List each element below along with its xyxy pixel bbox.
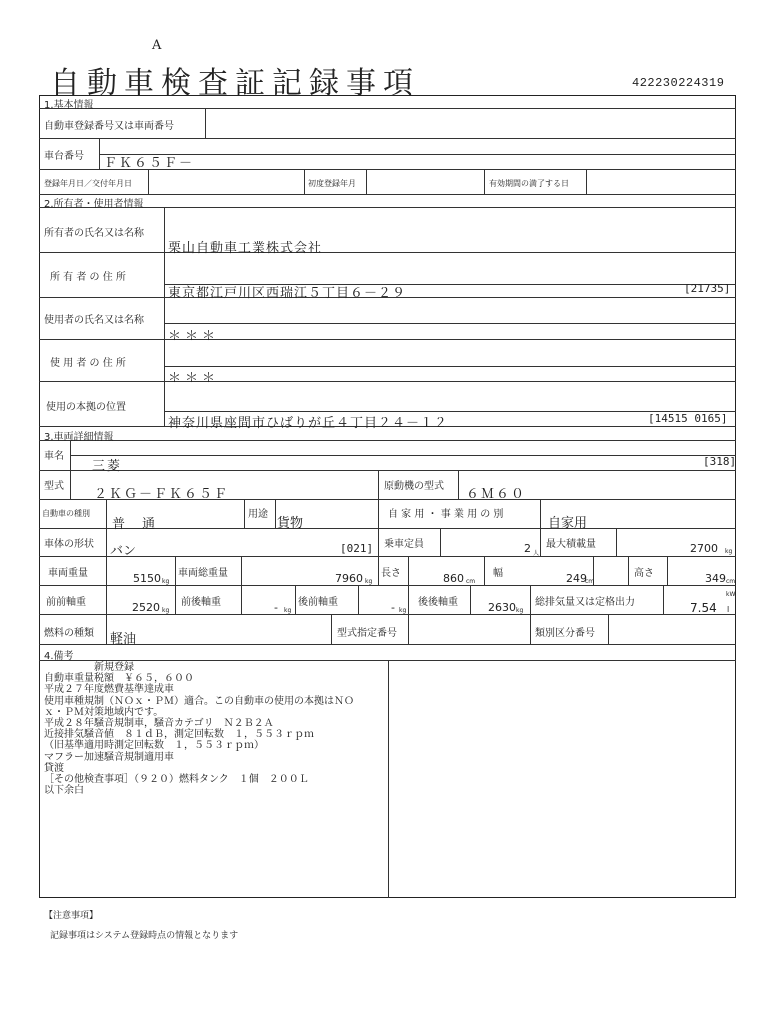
row-divider: [39, 194, 736, 195]
body-shape-code: [021]: [340, 542, 374, 555]
section-remarks: 4.備考: [44, 651, 74, 662]
registration-date-label: 登録年月日／交付年月日: [44, 179, 132, 188]
col-divider: [106, 528, 107, 556]
engine-model-value: ６Ｍ６０: [466, 487, 527, 502]
col-divider: [205, 108, 206, 138]
rear-front-axle-value: -: [391, 601, 395, 614]
col-divider: [241, 585, 242, 614]
document-number: 422230224319: [632, 76, 725, 90]
rear-rear-axle-unit: kg: [516, 607, 524, 614]
col-divider: [378, 499, 379, 528]
col-divider: [175, 556, 176, 585]
row-divider: [39, 556, 736, 557]
col-divider: [148, 169, 149, 194]
vehicle-name-value: 三菱: [92, 459, 123, 474]
remarks-line: 以下余白: [44, 785, 84, 797]
body-shape-label: 車体の形状: [44, 539, 94, 550]
row-divider: [39, 470, 736, 471]
base-location-code: [14515 0165]: [648, 412, 728, 425]
capacity-label: 乗車定員: [384, 539, 424, 550]
height-value: 349: [705, 572, 726, 585]
vehicle-name-label: 車名: [44, 451, 64, 462]
remarks-line: マフラー加速騒音規制適用車: [44, 751, 174, 763]
col-divider: [388, 660, 389, 898]
row-divider: [39, 644, 736, 645]
col-divider: [530, 614, 531, 644]
height-label: 高さ: [634, 568, 654, 579]
section-vehicle-info: 3.車両詳細情報: [44, 432, 114, 443]
document-mark: A: [152, 38, 162, 53]
front-rear-axle-value: -: [274, 601, 278, 614]
col-divider: [99, 138, 100, 169]
document-title: 自動車検査証記録事項: [50, 66, 420, 101]
col-divider: [175, 585, 176, 614]
remarks-line: 平成２８年騒音規制車，騒音カテゴリ Ｎ２Ｂ２Ａ: [44, 718, 274, 730]
first-registration-label: 初度登録年月: [308, 179, 356, 188]
col-divider: [244, 499, 245, 528]
col-divider: [408, 556, 409, 585]
length-label: 長さ: [381, 568, 401, 579]
remarks-line: 貸渡: [44, 762, 64, 774]
gross-weight-label: 車両総重量: [178, 568, 228, 579]
col-divider: [295, 585, 296, 614]
col-divider: [408, 614, 409, 644]
col-divider: [608, 614, 609, 644]
use-value: 貨物: [277, 516, 304, 531]
col-divider: [106, 614, 107, 644]
sub-divider: [70, 455, 736, 456]
fuel-type-value: 軽油: [110, 632, 137, 647]
sub-divider: [99, 154, 736, 155]
col-divider: [241, 556, 242, 585]
displacement-label: 総排気量又は定格出力: [535, 597, 635, 608]
user-name-value: ＊＊＊: [168, 329, 220, 344]
col-divider: [667, 556, 668, 585]
purpose-label: 自 家 用 ・ 事 業 用 の 別: [388, 509, 504, 520]
expiry-date-label: 有効期間の満了する日: [489, 179, 569, 188]
col-divider: [304, 169, 305, 194]
owner-name-value: 栗山自動車工業株式会社: [168, 241, 323, 256]
displacement-value: 7.54: [690, 601, 717, 615]
model-value: ２ＫＧ－ＦＫ６５Ｆ: [94, 487, 230, 502]
remarks-line: ［その他検査事項］（９２０）燃料タンク １個 ２００Ｌ: [44, 774, 309, 786]
gross-weight-value: 7960: [335, 572, 363, 585]
use-label: 用途: [248, 509, 268, 520]
col-divider: [378, 470, 379, 499]
vehicle-weight-value: 5150: [133, 572, 161, 585]
front-front-axle-label: 前前軸重: [46, 597, 86, 608]
base-location-label: 使用の本拠の位置: [46, 402, 126, 413]
fuel-type-label: 燃料の種類: [44, 628, 94, 639]
col-divider: [458, 470, 459, 499]
vehicle-name-code: [318]: [703, 455, 737, 468]
length-unit: cm: [466, 578, 476, 585]
vehicle-type-value: 普 通: [112, 517, 158, 532]
owner-name-label: 所有者の氏名又は名称: [44, 228, 144, 239]
front-rear-axle-unit: kg: [284, 607, 292, 614]
base-location-value: 神奈川県座間市ひばりが丘４丁目２４－１２: [168, 416, 449, 431]
vehicle-weight-label: 車両重量: [48, 568, 88, 579]
col-divider: [106, 556, 107, 585]
col-divider: [358, 585, 359, 614]
chassis-number-label: 車台番号: [44, 151, 84, 162]
body-shape-value: バン: [110, 544, 137, 559]
col-divider: [540, 499, 541, 528]
sub-divider: [164, 366, 736, 367]
model-label: 型式: [44, 481, 64, 492]
col-divider: [530, 585, 531, 614]
max-load-value: 2700: [690, 542, 718, 555]
gross-weight-unit: kg: [365, 578, 373, 585]
col-divider: [366, 169, 367, 194]
col-divider: [164, 207, 165, 426]
capacity-value: 2: [524, 542, 531, 555]
owner-address-label: 所 有 者 の 住 所: [50, 272, 126, 283]
front-front-axle-unit: kg: [162, 607, 170, 614]
row-divider: [39, 339, 736, 340]
engine-model-label: 原動機の型式: [384, 481, 444, 492]
notes-heading: 【注意事項】: [44, 911, 99, 921]
capacity-unit: 人: [533, 550, 540, 557]
remarks-line: ｘ・ＰＭ対策地域内です。: [44, 706, 164, 718]
front-rear-axle-label: 前後軸重: [181, 597, 221, 608]
registration-number-label: 自動車登録番号又は車両番号: [44, 121, 174, 132]
displacement-unit-kw: kW: [726, 591, 736, 598]
notes-text: 記録事項はシステム登録時点の情報となります: [50, 931, 239, 941]
rear-front-axle-unit: kg: [399, 607, 407, 614]
vehicle-weight-unit: kg: [162, 578, 170, 585]
purpose-value: 自家用: [548, 516, 588, 531]
row-divider: [39, 585, 736, 586]
rear-rear-axle-value: 2630: [488, 601, 516, 614]
col-divider: [378, 528, 379, 556]
remarks-line: 使用車種規制（ＮＯｘ・ＰＭ）適合。この自動車の使用の本拠はＮＯ: [44, 695, 354, 707]
col-divider: [628, 556, 629, 585]
user-address-value: ＊＊＊: [168, 371, 220, 386]
chassis-number-value: ＦＫ６５Ｆ－: [104, 156, 195, 171]
remarks-line: 平成２７年度燃費基準達成車: [44, 684, 174, 696]
sub-divider: [164, 323, 736, 324]
col-divider: [408, 585, 409, 614]
section-basic-info: 1.基本情報: [44, 100, 94, 111]
row-divider: [39, 252, 736, 253]
col-divider: [616, 528, 617, 556]
max-load-unit: kg: [725, 548, 733, 555]
owner-address-value: 東京都江戸川区西瑞江５丁目６－２９: [168, 286, 407, 301]
remarks-line: 新規登録: [44, 662, 134, 673]
rear-front-axle-label: 後前軸重: [298, 597, 338, 608]
user-name-label: 使用者の氏名又は名称: [44, 315, 144, 326]
col-divider: [470, 585, 471, 614]
col-divider: [106, 585, 107, 614]
col-divider: [106, 499, 107, 528]
owner-address-code: [21735]: [684, 282, 731, 295]
col-divider: [275, 499, 276, 528]
displacement-unit-l: l: [727, 605, 730, 614]
section-owner-info: 2.所有者・使用者情報: [44, 199, 144, 210]
col-divider: [70, 470, 71, 499]
col-divider: [484, 169, 485, 194]
remarks-text: [44, 662, 354, 796]
row-divider: [39, 440, 736, 441]
rear-rear-axle-label: 後後軸重: [418, 597, 458, 608]
row-divider: [39, 138, 736, 139]
col-divider: [70, 440, 71, 470]
remarks-line: 自動車重量税額 ￥６５，６００: [44, 673, 194, 685]
col-divider: [484, 556, 485, 585]
height-unit: cm: [726, 578, 736, 585]
category-number-label: 類別区分番号: [535, 628, 595, 639]
row-divider: [39, 381, 736, 382]
row-divider: [39, 108, 736, 109]
width-value: 249: [566, 572, 587, 585]
width-label: 幅: [493, 568, 503, 579]
col-divider: [586, 169, 587, 194]
front-front-axle-value: 2520: [132, 601, 160, 614]
designation-number-label: 型式指定番号: [337, 628, 397, 639]
max-load-label: 最大積載量: [546, 539, 596, 550]
remarks-line: （旧基準適用時測定回転数 １，５５３ｒｐｍ）: [44, 740, 264, 752]
col-divider: [331, 614, 332, 644]
width-unit: cm: [585, 578, 595, 585]
remarks-line: 近接排気騒音値 ８１ｄＢ，測定回転数 １，５５３ｒｐｍ: [44, 729, 314, 741]
user-address-label: 使 用 者 の 住 所: [50, 358, 126, 369]
col-divider: [663, 585, 664, 614]
vehicle-type-label: 自動車の種別: [42, 509, 90, 518]
col-divider: [540, 528, 541, 556]
row-divider: [39, 614, 736, 615]
col-divider: [440, 528, 441, 556]
col-divider: [378, 556, 379, 585]
length-value: 860: [443, 572, 464, 585]
